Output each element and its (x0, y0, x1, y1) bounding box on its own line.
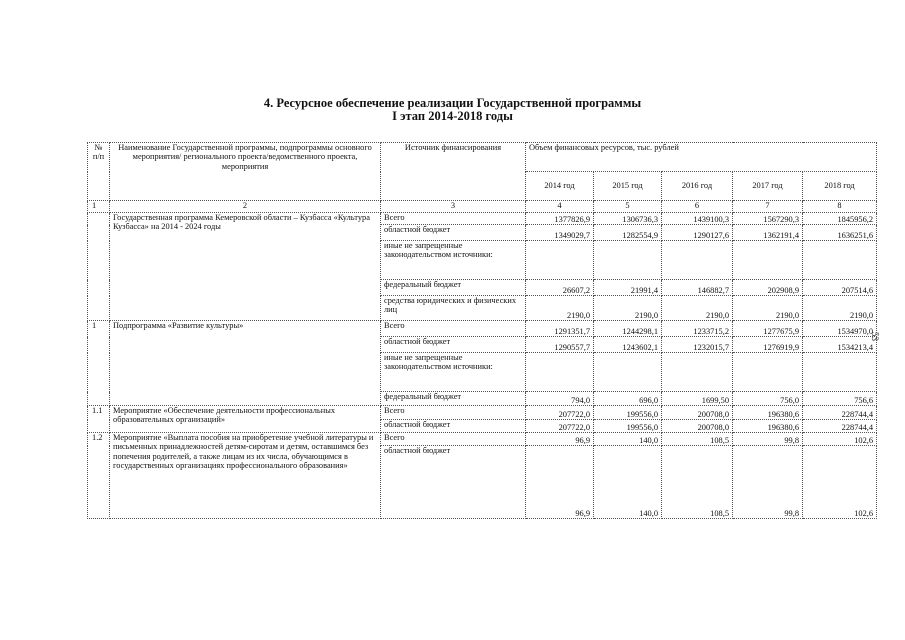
funding-source: иные не запрещенные законодательством источники: (381, 241, 526, 280)
amount-cell: 199556,0 (594, 406, 662, 420)
funding-source: Всего (381, 213, 526, 225)
amount-cell: 207722,0 (526, 420, 594, 433)
funding-source: федеральный бюджет (381, 392, 526, 406)
amount-cell: 1567290,3 (733, 213, 803, 225)
amount-cell (662, 353, 733, 392)
amount-cell: 108,5 (662, 433, 733, 446)
amount-cell: 96,9 (526, 433, 594, 446)
amount-cell: 99,8 (733, 433, 803, 446)
header-year: 2016 год (662, 172, 733, 201)
item-number: 1 (88, 321, 110, 406)
header-year: 2015 год (594, 172, 662, 201)
funding-source: областной бюджет (381, 446, 526, 519)
amount-cell: 202908,9 (733, 280, 803, 296)
column-number: 3 (381, 201, 526, 213)
header-num: № п/п (88, 143, 110, 201)
amount-cell: 207722,0 (526, 406, 594, 420)
amount-cell: 1291351,7 (526, 321, 594, 337)
amount-cell (803, 241, 877, 280)
page-title: 4. Ресурсное обеспечение реализации Государственной программы (263, 96, 642, 110)
amount-cell: 140,0 (594, 446, 662, 519)
amount-cell: 756,0 (733, 392, 803, 406)
column-number: 1 (88, 201, 110, 213)
table-row (88, 321, 877, 337)
amount-cell: 1636251,6 (803, 225, 877, 241)
amount-cell: 199556,0 (594, 420, 662, 433)
column-number: 7 (733, 201, 803, 213)
funding-source: Всего (381, 321, 526, 337)
amount-cell: 102,6 (803, 433, 877, 446)
column-number: 6 (662, 201, 733, 213)
amount-cell: 140,0 (594, 433, 662, 446)
amount-cell: 1290127,6 (662, 225, 733, 241)
amount-cell: 200708,0 (662, 406, 733, 420)
amount-cell: 196380,6 (733, 420, 803, 433)
amount-cell: 2190,0 (733, 296, 803, 321)
amount-cell: 1349029,7 (526, 225, 594, 241)
amount-cell: 2190,0 (662, 296, 733, 321)
column-number: 2 (110, 201, 381, 213)
amount-cell: 1244298,1 (594, 321, 662, 337)
amount-cell: 1243602,1 (594, 337, 662, 353)
page-subtitle: I этап 2014-2018 годы (392, 109, 513, 123)
column-number: 5 (594, 201, 662, 213)
amount-cell: 99,8 (733, 446, 803, 519)
item-number: 1.2 (88, 433, 110, 519)
amount-cell: 200708,0 (662, 420, 733, 433)
amount-cell: 26607,2 (526, 280, 594, 296)
amount-cell (803, 353, 877, 392)
header-year: 2018 год (803, 172, 877, 201)
amount-cell (733, 241, 803, 280)
table-row (88, 213, 877, 225)
amount-cell: 794,0 (526, 392, 594, 406)
funding-source: федеральный бюджет (381, 280, 526, 296)
amount-cell: 1377826,9 (526, 213, 594, 225)
header-volume: Объем финансовых ресурсов, тыс. рублей (526, 143, 877, 172)
header-source: Источник финансирования (381, 143, 526, 201)
amount-cell: 228744,4 (803, 406, 877, 420)
funding-source: иные не запрещенные законодательством источники: (381, 353, 526, 392)
item-name: Подпрограмма «Развитие культуры» (110, 321, 381, 406)
amount-cell (594, 353, 662, 392)
item-name: Государственная программа Кемеровской области – Кузбасса «Культура Кузбасса» на 2014 - 2024 годы (110, 213, 381, 321)
amount-cell: 108,5 (662, 446, 733, 519)
funding-source: Всего (381, 406, 526, 420)
header-name: Наименование Государственной программы, подпрограммы основного мероприятия/ регионального проекта/ведомственного проекта, мероприятия (110, 143, 381, 201)
amount-cell: 1233715,2 (662, 321, 733, 337)
amount-cell: 21991,4 (594, 280, 662, 296)
amount-cell (594, 241, 662, 280)
funding-source: Всего (381, 433, 526, 446)
item-name: Мероприятие «Обеспечение деятельности профессиональных образовательных организаций» (110, 406, 381, 433)
funding-source: областной бюджет (381, 337, 526, 353)
amount-cell (733, 353, 803, 392)
amount-cell: 1306736,3 (594, 213, 662, 225)
amount-cell: 1276919,9 (733, 337, 803, 353)
item-number: 1.1 (88, 406, 110, 433)
amount-cell: 1439100,3 (662, 213, 733, 225)
amount-cell: 196380,6 (733, 406, 803, 420)
amount-cell: 756,6 (803, 392, 877, 406)
amount-cell: 146882,7 (662, 280, 733, 296)
amount-cell (526, 353, 594, 392)
amount-cell: 1232015,7 (662, 337, 733, 353)
funding-source: средства юридических и физических лиц (381, 296, 526, 321)
resource-table (87, 142, 877, 519)
amount-cell (526, 241, 594, 280)
amount-cell (662, 241, 733, 280)
amount-cell: 2190,0 (526, 296, 594, 321)
item-number (88, 213, 110, 321)
amount-cell: 1534213,4 (803, 337, 877, 353)
amount-cell: 1845956,2 (803, 213, 877, 225)
page-number: 53 (870, 332, 880, 341)
header-year: 2014 год (526, 172, 594, 201)
header-year: 2017 год (733, 172, 803, 201)
item-name: Мероприятие «Выплата пособия на приобретение учебной литературы и письменных принадлежностей детям-сиротам и детям, оставшимся без попечения родителей, а также лицам из их числа, обучающимся в государственных организациях профессионального образования» (110, 433, 381, 519)
table-row (88, 406, 877, 420)
amount-cell: 228744,4 (803, 420, 877, 433)
amount-cell: 96,9 (526, 446, 594, 519)
amount-cell: 207514,6 (803, 280, 877, 296)
funding-source: областной бюджет (381, 420, 526, 433)
column-number: 4 (526, 201, 594, 213)
funding-source: областной бюджет (381, 225, 526, 241)
amount-cell: 1290557,7 (526, 337, 594, 353)
amount-cell: 1362191,4 (733, 225, 803, 241)
amount-cell: 2190,0 (803, 296, 877, 321)
amount-cell: 1277675,9 (733, 321, 803, 337)
amount-cell: 696,0 (594, 392, 662, 406)
amount-cell: 2190,0 (594, 296, 662, 321)
table-row (88, 433, 877, 446)
column-number: 8 (803, 201, 877, 213)
amount-cell: 102,6 (803, 446, 877, 519)
amount-cell: 1282554,9 (594, 225, 662, 241)
amount-cell: 1699,50 (662, 392, 733, 406)
amount-cell: 1534970,0 (803, 321, 877, 337)
